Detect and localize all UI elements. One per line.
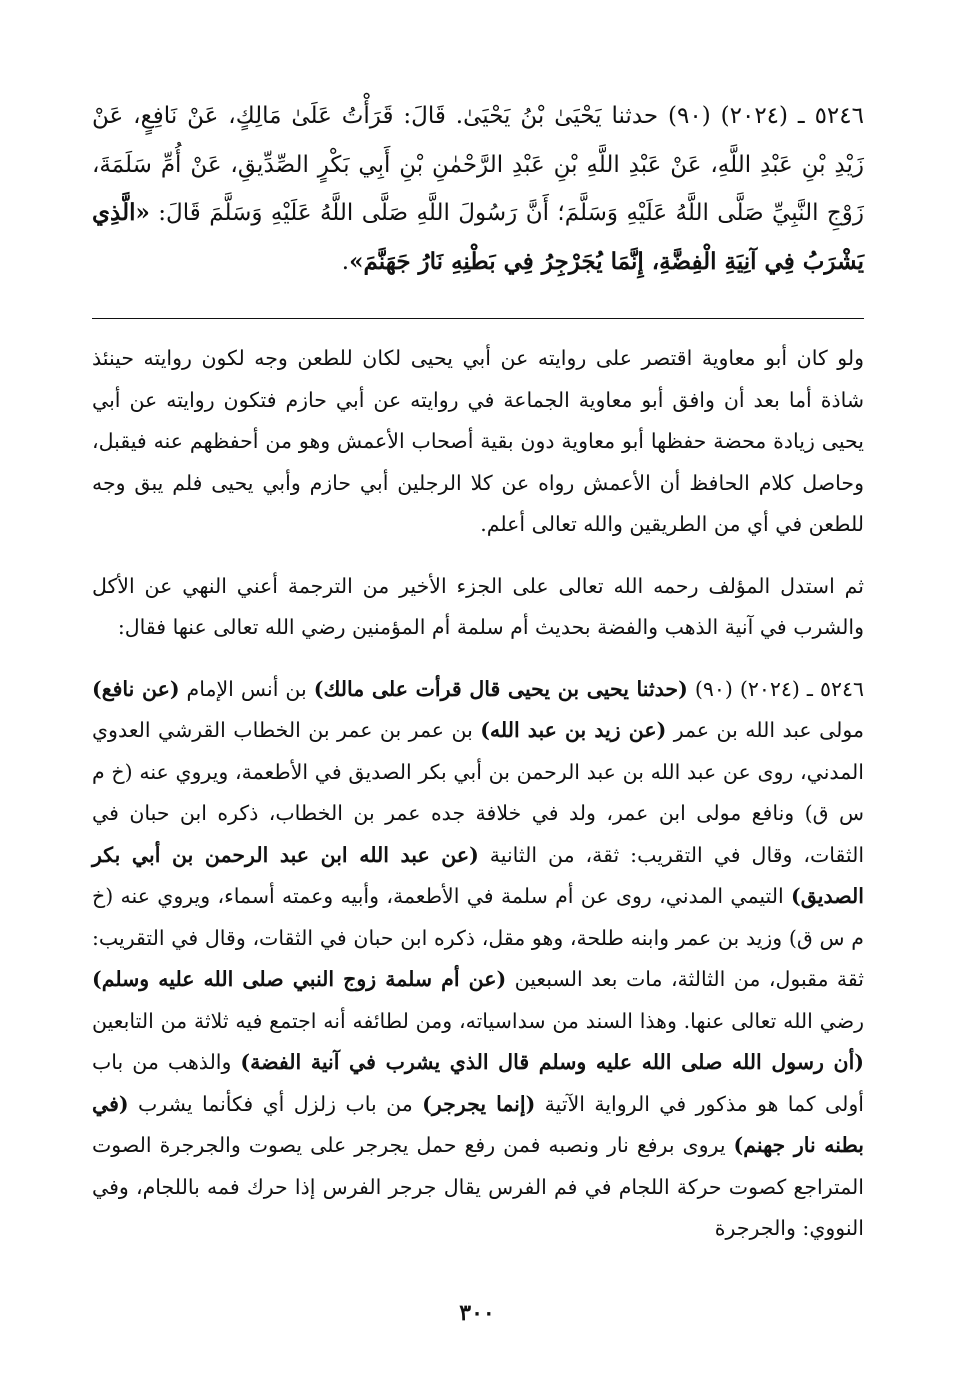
page-number: ٣٠٠ bbox=[459, 1300, 495, 1326]
hadith-matn: «الَّذِي يَشْرَبُ فِي آنِيَةِ الْفِضَّةِ، إِنَّمَا يُجَرْجِرُ فِي بَطْنِهِ نَارُ جَهَنَّمَ» bbox=[92, 199, 864, 275]
bold-quote-segment: (أن رسول الله صلى الله عليه وسلم قال الذي يشرب في آنية الفضة) bbox=[240, 1050, 864, 1074]
bold-quote-segment: (حدثنا يحيى بن يحيى قال قرأت على مالك) bbox=[313, 676, 688, 701]
hadith-isnad: ٥٢٤٦ ـ (٢٠٢٤) (٩٠) حدثنا يَحْيَىٰ بْنُ يَحْيَىٰ. قَالَ: قَرَأْتُ عَلَىٰ مَالِكٍ، عَنْ نَافِعٍ، عَنْ زَيْدِ بْنِ عَبْدِ اللَّهِ، عَنْ عَبْدِ اللَّهِ بْنِ عَبْدِ الرَّحْمٰنِ بْنِ أَبِي بَكْرٍ الصِّدِّيقِ، عَنْ أُمِّ سَلَمَةَ، زَوْجِ النَّبِيِّ صَلَّى اللَّهُ عَلَيْهِ وَسَلَّمَ؛ أَنَّ رَسُولَ اللَّهِ صَلَّى اللَّهُ عَلَيْهِ وَسَلَّمَ قَالَ: bbox=[92, 103, 864, 226]
commentary-section bbox=[92, 338, 864, 1250]
bold-quote-segment: (إنما يجرجر) bbox=[422, 1091, 536, 1116]
commentary-paragraph-1: ولو كان أبو معاوية اقتصر على روايته عن أبي يحيى لكان للطعن وجه لكون روايته حينئذ شاذة أما بعد أن وافق أبو معاوية الجماعة في روايته عن أبي حازم فتكون روايته عن أبي يحيى زيادة محضة حفظها أبو معاوية دون بقية أصحاب الأعمش وهو من أحفظهم عنه فيقبل، وحاصل كلام الحافظ أن الأعمش رواه عن كلا الرجلين أبي حازم وأبي يحيى فلم يبق وجه للطعن في أي من الطريقين والله تعالى أعلم. bbox=[92, 346, 864, 536]
text-segment: يروى برفع نار ونصبه فمن رفع حمل يجرجر على يصوت والجرجرة الصوت المتراجع كصوت حركة اللجام في فم الفرس يقال جرجر الفرس إذا حرك فمه باللجام، وفي النووي: والجرجرة bbox=[92, 1133, 864, 1240]
commentary-paragraph-2: ثم استدل المؤلف رحمه الله تعالى على الجزء الأخير من الترجمة أعني النهي عن الأكل والشرب في آنية الذهب والفضة بحديث أم سلمة أم المؤمنين رضي الله تعالى عنها فقال: bbox=[92, 573, 864, 639]
text-segment: ٥٢٤٦ ـ (٢٠٢٤) (٩٠) bbox=[687, 676, 864, 701]
text-segment: بن عمر بن عمر بن الخطاب القرشي العدوي المدني، روى عن عبد الله بن عبد الرحمن بن أبي بكر الصديق في الأطعمة، ويروي عنه (خ م س ق) ونافع مولى ابن عمر، ولد في خلافة جده عمر بن الخطاب، ذكره ابن حبان في الثقات، وقال في التقريب: ثقة، من الثانية bbox=[92, 718, 865, 867]
text-segment: بن أنس الإمام bbox=[179, 676, 314, 701]
text-segment: مولى عبد الله بن عمر bbox=[666, 718, 864, 742]
bold-quote-segment: (عن نافع) bbox=[92, 676, 180, 701]
footnote-divider bbox=[92, 318, 864, 319]
bold-quote-segment: (عن زيد بن عبد الله) bbox=[480, 718, 667, 742]
text-segment: التيمي المدني، روى عن أم سلمة في الأطعمة، وأبيه وعمته أسماء، ويروي عنه (خ م س ق) وزيد بن عمر وابنه طلحة، وهو مقل، ذكره ابن حبان في الثقات، وقال في التقريب: ثقة مقبول، من الثالثة، مات بعد السبعين bbox=[92, 884, 864, 991]
commentary-paragraph-3 bbox=[92, 669, 864, 1250]
text-segment: من باب زلزل أي فكأنما يشرب bbox=[128, 1091, 423, 1116]
hadith-section bbox=[92, 92, 864, 286]
hadith-text bbox=[92, 92, 864, 286]
hadith-end-mark: . bbox=[341, 248, 350, 275]
bold-quote-segment: (في بطنه نار جهنم) bbox=[92, 1091, 865, 1157]
bold-quote-segment: (عن عبد الله ابن عبد الرحمن بن أبي بكر الصديق) bbox=[92, 842, 864, 908]
text-segment: والذهب من باب أولى كما هو مذكور في الرواية الآتية bbox=[92, 1050, 864, 1116]
text-segment: رضي الله تعالى عنها. وهذا السند من سداسياته، ومن لطائفه أنه اجتمع فيه ثلاثة من التابعين bbox=[92, 1008, 864, 1033]
bold-quote-segment: (عن أم سلمة زوج النبي صلى الله عليه وسلم) bbox=[92, 967, 507, 991]
